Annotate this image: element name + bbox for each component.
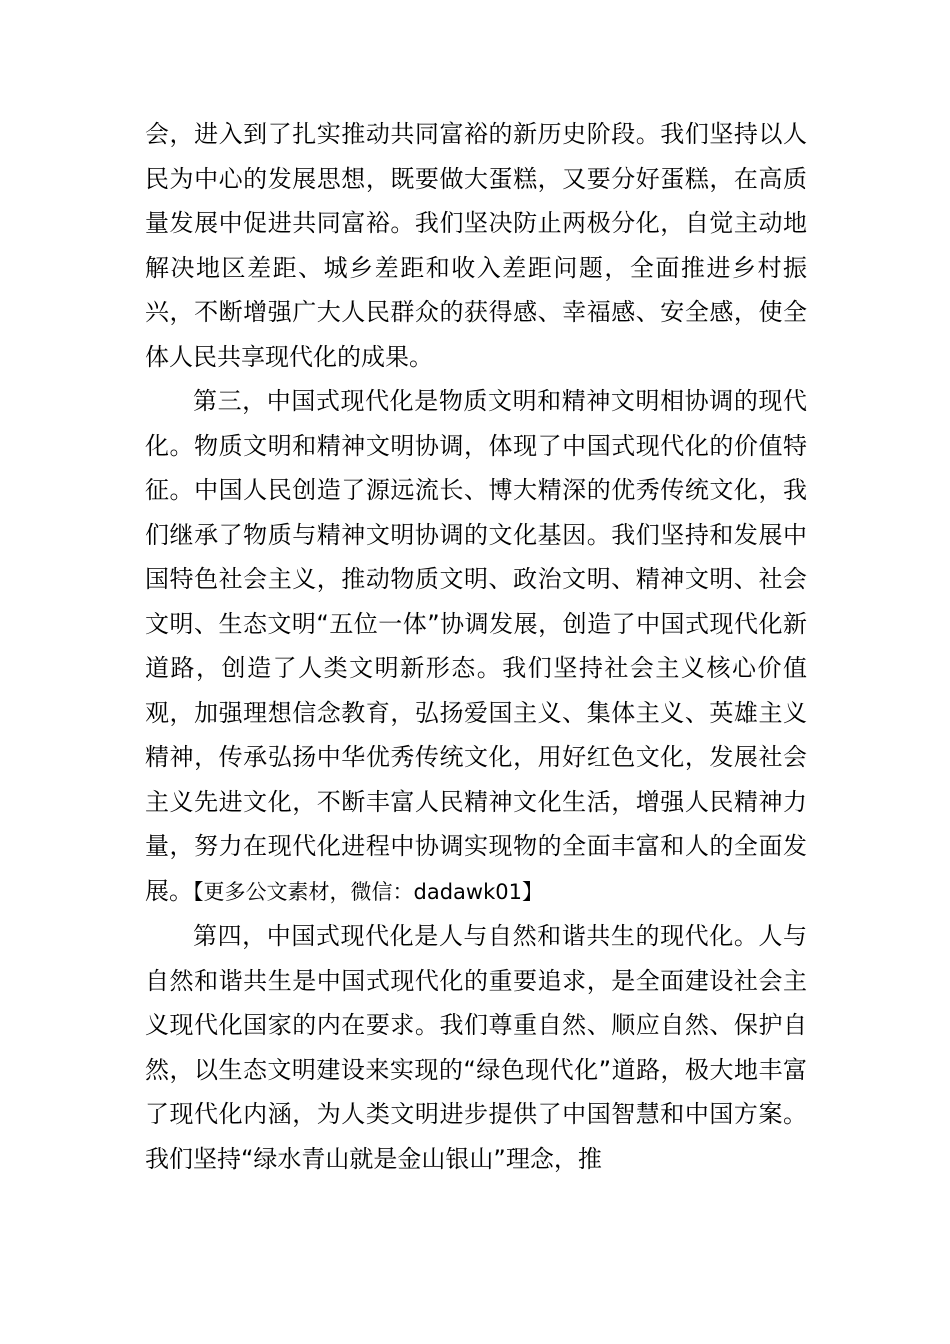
paragraph-common-prosperity: 会，进入到了扎实推动共同富裕的新历史阶段。我们坚持以人民为中心的发展思想，既要做大蛋糕，又要分好蛋糕，在高质量发展中促进共同富裕。我们坚决防止两极分化，自觉主动地解决地区差距、城乡差距和收入差距问题，全面推进乡村振兴，不断增强广大人民群众的获得感、幸福感、安全感，使全体人民共享现代化的成果。 [145, 120, 807, 371]
wechat-note: 【更多公文素材，微信：dadawk01】 [193, 879, 543, 904]
document-page [145, 112, 807, 1181]
paragraph-body-text: 第三，中国式现代化是物质文明和精神文明相协调的现代化。物质文明和精神文明协调，体现了中国式现代化的价值特征。中国人民创造了源远流长、博大精深的优秀传统文化，我们继承了物质与精神文明协调的文化基因。我们坚持和发展中国特色社会主义，推动物质文明、政治文明、精神文明、社会文明、生态文明“五位一体”协调发展，创造了中国式现代化新道路，创造了人类文明新形态。我们坚持社会主义核心价值观，加强理想信念教育，弘扬爱国主义、集体主义、英雄主义精神，传承弘扬中华优秀传统文化，用好红色文化，发展社会主义先进文化，不断丰富人民精神文化生活，增强人民精神力量，努力在现代化进程中协调实现物的全面丰富和人的全面发展。 [145, 387, 807, 905]
paragraph-harmony-with-nature: 第四，中国式现代化是人与自然和谐共生的现代化。人与自然和谐共生是中国式现代化的重要追求，是全面建设社会主义现代化国家的内在要求。我们尊重自然、顺应自然、保护自然，以生态文明建设来实现的“绿色现代化”道路，极大地丰富了现代化内涵，为人类文明进步提供了中国智慧和中国方案。我们坚持“绿水青山就是金山银山”理念，推 [145, 922, 807, 1173]
paragraph-material-spiritual-civilization [145, 379, 807, 914]
